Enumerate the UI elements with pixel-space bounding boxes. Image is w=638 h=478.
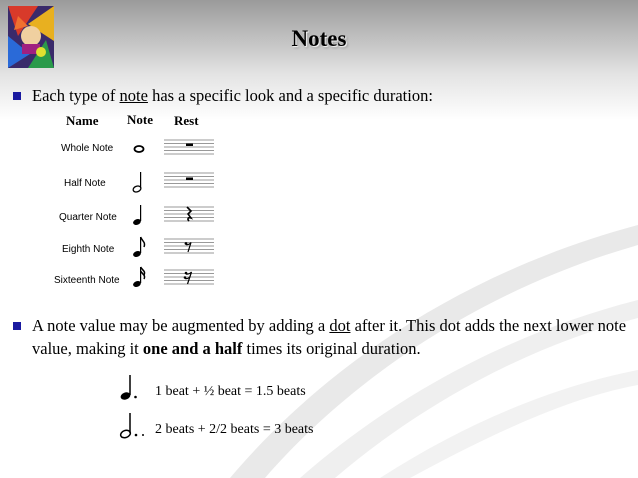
row-name-eighth: Eighth Note — [62, 244, 115, 255]
row-name-whole: Whole Note — [61, 143, 114, 154]
bullet1-text-pre: Each type of — [32, 86, 120, 105]
quarter-rest-staff — [164, 206, 214, 223]
sixteenth-rest-staff — [164, 269, 214, 286]
dotted-quarter-equation: 1 beat + ½ beat = 1.5 beats — [155, 384, 306, 399]
eighth-rest-staff — [164, 238, 214, 255]
dot-link[interactable]: dot — [329, 316, 351, 335]
header-note: Note — [127, 112, 153, 127]
row-name-half: Half Note — [64, 178, 106, 189]
bullet1-text-post: has a specific look and a specific duration: — [147, 86, 433, 105]
whole-rest-staff — [164, 139, 214, 156]
note-link[interactable]: note — [119, 86, 148, 105]
half-note-icon — [131, 170, 147, 194]
row-name-quarter: Quarter Note — [59, 212, 117, 223]
eighth-note-icon — [131, 235, 147, 259]
dotted-quarter-note-icon — [118, 372, 142, 402]
bullet-text-2 — [32, 314, 628, 360]
header-name: Name — [66, 113, 99, 128]
bullet2-bold-text: one and a half — [142, 339, 243, 358]
bullet2-text-1: A note value may be augmented by adding a — [32, 316, 330, 335]
bullet-marker — [13, 322, 21, 330]
bullet-text-1 — [32, 84, 433, 107]
bullet2-text-3: times its original duration. — [242, 339, 421, 358]
whole-note-icon — [131, 137, 147, 161]
header-rest: Rest — [174, 113, 199, 128]
dotted-half-note-icon — [118, 410, 148, 440]
half-rest-staff — [164, 172, 214, 189]
quarter-note-icon — [131, 203, 147, 227]
sixteenth-note-icon — [131, 265, 147, 289]
bullet-marker — [13, 92, 21, 100]
slide-title: Notes — [291, 26, 347, 51]
bullet2-text-2: after it. This dot adds the next lower note value, making it — [32, 316, 627, 358]
dotted-half-equation: 2 beats + 2/2 beats = 3 beats — [155, 422, 314, 437]
row-name-sixteenth: Sixteenth Note — [54, 275, 120, 286]
